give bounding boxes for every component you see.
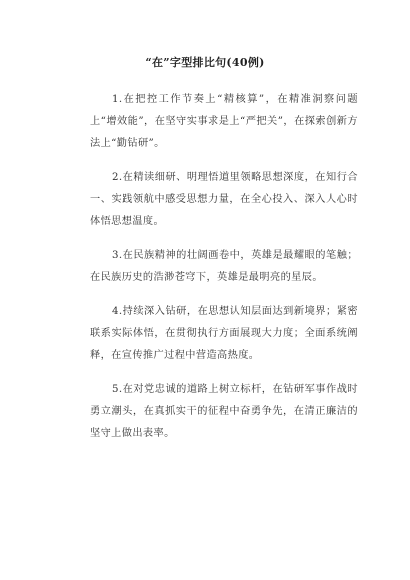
- paragraph-5: 5.在对党忠诚的道路上树立标杆，在钻研军事作战时勇立潮头，在真抓实干的征程中奋勇争先，在清正廉洁的坚守上做出表率。: [90, 384, 358, 439]
- paragraph-4: 4.持续深入钻研，在思想认知层面达到新境界；紧密联系实际体悟，在贯彻执行方面展现大力度；全面系统阐释，在宣传推广过程中营造高热度。: [90, 306, 358, 361]
- paragraph-1: 1.在把控工作节奏上“精核算”，在精准洞察问题上“增效能”，在坚守实事求是上“严把关”，在探索创新方法上“勤钻研”。: [90, 94, 358, 149]
- paragraph-2: 2.在精读细研、明理悟道里领略思想深度，在知行合一、实践领航中感受思想力量，在全心投入、深入人心时体悟思想温度。: [90, 172, 358, 227]
- paragraph-3: 3.在民族精神的壮阔画卷中，英雄是最耀眼的笔触；在民族历史的浩渺苍穹下，英雄是最明亮的星辰。: [90, 250, 358, 283]
- document-title: “在”字型排比句(40例): [145, 56, 265, 69]
